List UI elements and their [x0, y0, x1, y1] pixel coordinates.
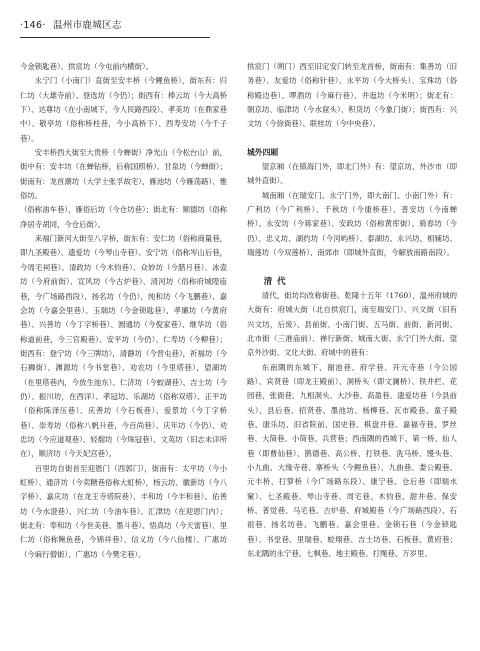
- paragraph: 百里坊自街首至迎恩门（西郭门），街南有：太平坊（今小虹桥）、通济坊（今卖糖巷俗称大虹桥），杨云坊、徽新坊（今八字桥）、嘉庆坊（在龙王寺塔院巷）、丰和坊（今丰和巷）、佑善坊（今水澄巷）、兴仁坊（今油车巷）、汇津坊（在迎恩门内）；街北有：奉和坊（今世美巷、墨斗巷）、悟真坊（今天雷巷）、里仁坊（俗称鲍鱼巷，今锦祥巷）、信义坊（今八仙楼）、广惠坊（今麻行僧街）、广惠坊（今樊宅巷）。: [20, 463, 227, 559]
- left-column: [20, 60, 227, 620]
- paragraph: 清代，街坊均改称街巷。乾隆十五年（1760），温州府城的大街有：府城大街（北自拱宸门，南至瑞安门）、兴文街（旧有兴文坊，后废）、县前街、小南门街、五马街、前街、新河街、北市街（三港庙前）、禅行新街、城南大街、永宁门外大街、望京外沙街、文化大街、府城中的巷有：: [247, 290, 457, 358]
- paragraph: 城南厢（在瑞安门、永宁门外，即大南门、小南门外）有：广利坊（今广利桥）、千秋坊（今康桥巷）、普安坊（今南蝉桥）、永安坊（今蒋家巷）、安政坊（俗称黄库街）、骑春坊（今仍）、忠义坊、湖约坊（今河屿桥）、泰湖坊、永兴坊、相辅坊、瑞莲坊（今双莲桥）、南郊市（即城外直街，今解放南路南段）。: [247, 190, 457, 258]
- paragraph: 来福门新河大街至八字桥，街东有：安仁坊（俗称商量巷，即九圣殿巷）、遗爱坊（今琴山寺巷）、安宁坊（俗称岑山后巷，今周宅祠巷）、清政坊（今木钧巷）、众妙坊（今腊月巷）、冰壶坊（今府前街）、宣风坊（今古炉巷）、清河坊（俗称府城隍庙巷，今广场路西段）、扬名坊（今仍），纯和坊（今飞鹏巷）、嘉会坊（今嘉会里巷）、玉瑞坊（今金锁匙巷）、孝廉坊（今黄府巷）、兴善坊（今丁字桥巷）、圆通坊（今倪家巷）、继华坊（俗称道前巷，今三官殿巷）、安平坊（今仍）、仁寿坊（今柳巷）；街西有：登宁坊（今三牌坊），清静坊（今晋屯巷），祈福坊（今石狮街）、渊源坊（今书堂巷）、劝农坊（今里塔巷），望湖坊（在里塔巷内，今放生池东）、仁济坊（今蛟湖巷）、吉士坊（今仍）、振川坊，在西洋）、孝冠坊、乐湖坊（俗称双塔）、正平坊（俗称陈泽压巷）、庆善坊（今石板巷）、爱景坊（今丁字桥巷）、崇寿坊（俗称八帆升巷，今百尚巷）、庆年坊（今仍）、劝忠坊（今应道观巷）、轻熘坊（今珠冠巷）、文英坊（旧志未详所在），顺济坊（今天妃宫巷）。: [20, 234, 227, 459]
- page-number: ·146·: [20, 20, 46, 31]
- book-title: 温州市鹿城区志: [53, 20, 122, 31]
- right-column: [247, 60, 457, 620]
- running-header: [20, 20, 210, 34]
- paragraph: 安丰桥西大街至大贵桥（今蝉街）净光山（今松台山）前，街中有：安丰坊（在蝉钻桥，后称国照桥）、甘泉坊（今蝉街）；街南有：龙首潮坊（大学士张孚故宅），雁池坊（今雁荡路）、雅俗坊。: [20, 148, 227, 201]
- paragraph: 今金锁匙巷）、拱宸坊（今屯前内横街）。: [20, 62, 154, 71]
- paragraph: 望京厢（在镇海门外，即北门外）有：望京坊、外沙市（即城外直街）。: [247, 162, 457, 186]
- header-rule: [20, 37, 210, 38]
- paragraph: 东南隅的东城下、谢池巷、府学巷、开元寺巷（今公园路）、宾贤巷（即龙王殿前）、洞桥头（即文澜桥）、铁井栏、花园巷、张衙巷、九相洞头、大沙巷、高盈巷、遗爱坊巷（今县前头）、县后巷、招贤巷、墨池坊、杨柳巷、瓦市殿巷、童子殿巷、康乐坊、旧省院前、国史巷、棋盘井巷、嘉福寺巷、罗丝巷、大简巷、小简巷、兵营巷；西南隅的西城下、第一桥、仙人巷（即曹仙巷）、鹊德巷、高公桥、打铁巷、洗马桥、馒头巷、小九曲、大缘寺巷、寨桥头（今鲤鱼巷）、九曲巷、娄公殿巷、元丰桥、打箩桥（今广场路东段）、康宁巷、仓后巷（即瑞水窠）、七圣殿巷、琴山寺巷、周宅巷、木钧巷、甜井巷、保安桥、普觉巷、马宅巷、古炉巷、府城殿巷（今广场路西段）、石祖巷、扬名坊巷、飞鹏巷、嘉会里巷、金锁石巷（今金锁匙巷）、书堂巷、里瑞巷、蛟翔巷、吉士坊巷、石板巷、黄府巷；东北隅的永宁巷、七枫巷、地主殿巷、打绳巷、万岁里、: [247, 362, 457, 558]
- subsection-heading: 城外四厢: [247, 147, 279, 157]
- paragraph: 拱宸门（朔门）西至旧定安门转至龙首桥，街南有：集善坊（旧务巷）、友爱坊（俗称针巷）、永平坊（今大桥头）、宝珠坊（俗称殿边巷）、啰酒坊（今麻行巷）、井迤坊（今米明）；街北有：朝京坊、临津坊（今水窟头）、积货坊（今象门街）；街西有：兴文坊（今徐衙巷）、联桂坊（今中央巷）。: [247, 62, 457, 129]
- paragraph: 永宁门（小南门）直街至安丰桥（今鲤鱼桥），街东有：归仁坊（大雄寺前）、登选坊（今仍）；街西有：棒云坊（今大高桥下）、达尊坊（在小南城下，今人民路西段）、孝美坊（在鼎家巷中）、敬亭坊（俗称桥柱巷，今小高桥下）、西寿安坊（今千子巷）。: [20, 76, 227, 143]
- section-heading: 清 代: [263, 276, 287, 287]
- paragraph: （俗称油车巷），雁俗后坊（今仓坊巷）；街北有：顺德坊（俗称净居寺胡同，今仓后街）。: [20, 205, 227, 229]
